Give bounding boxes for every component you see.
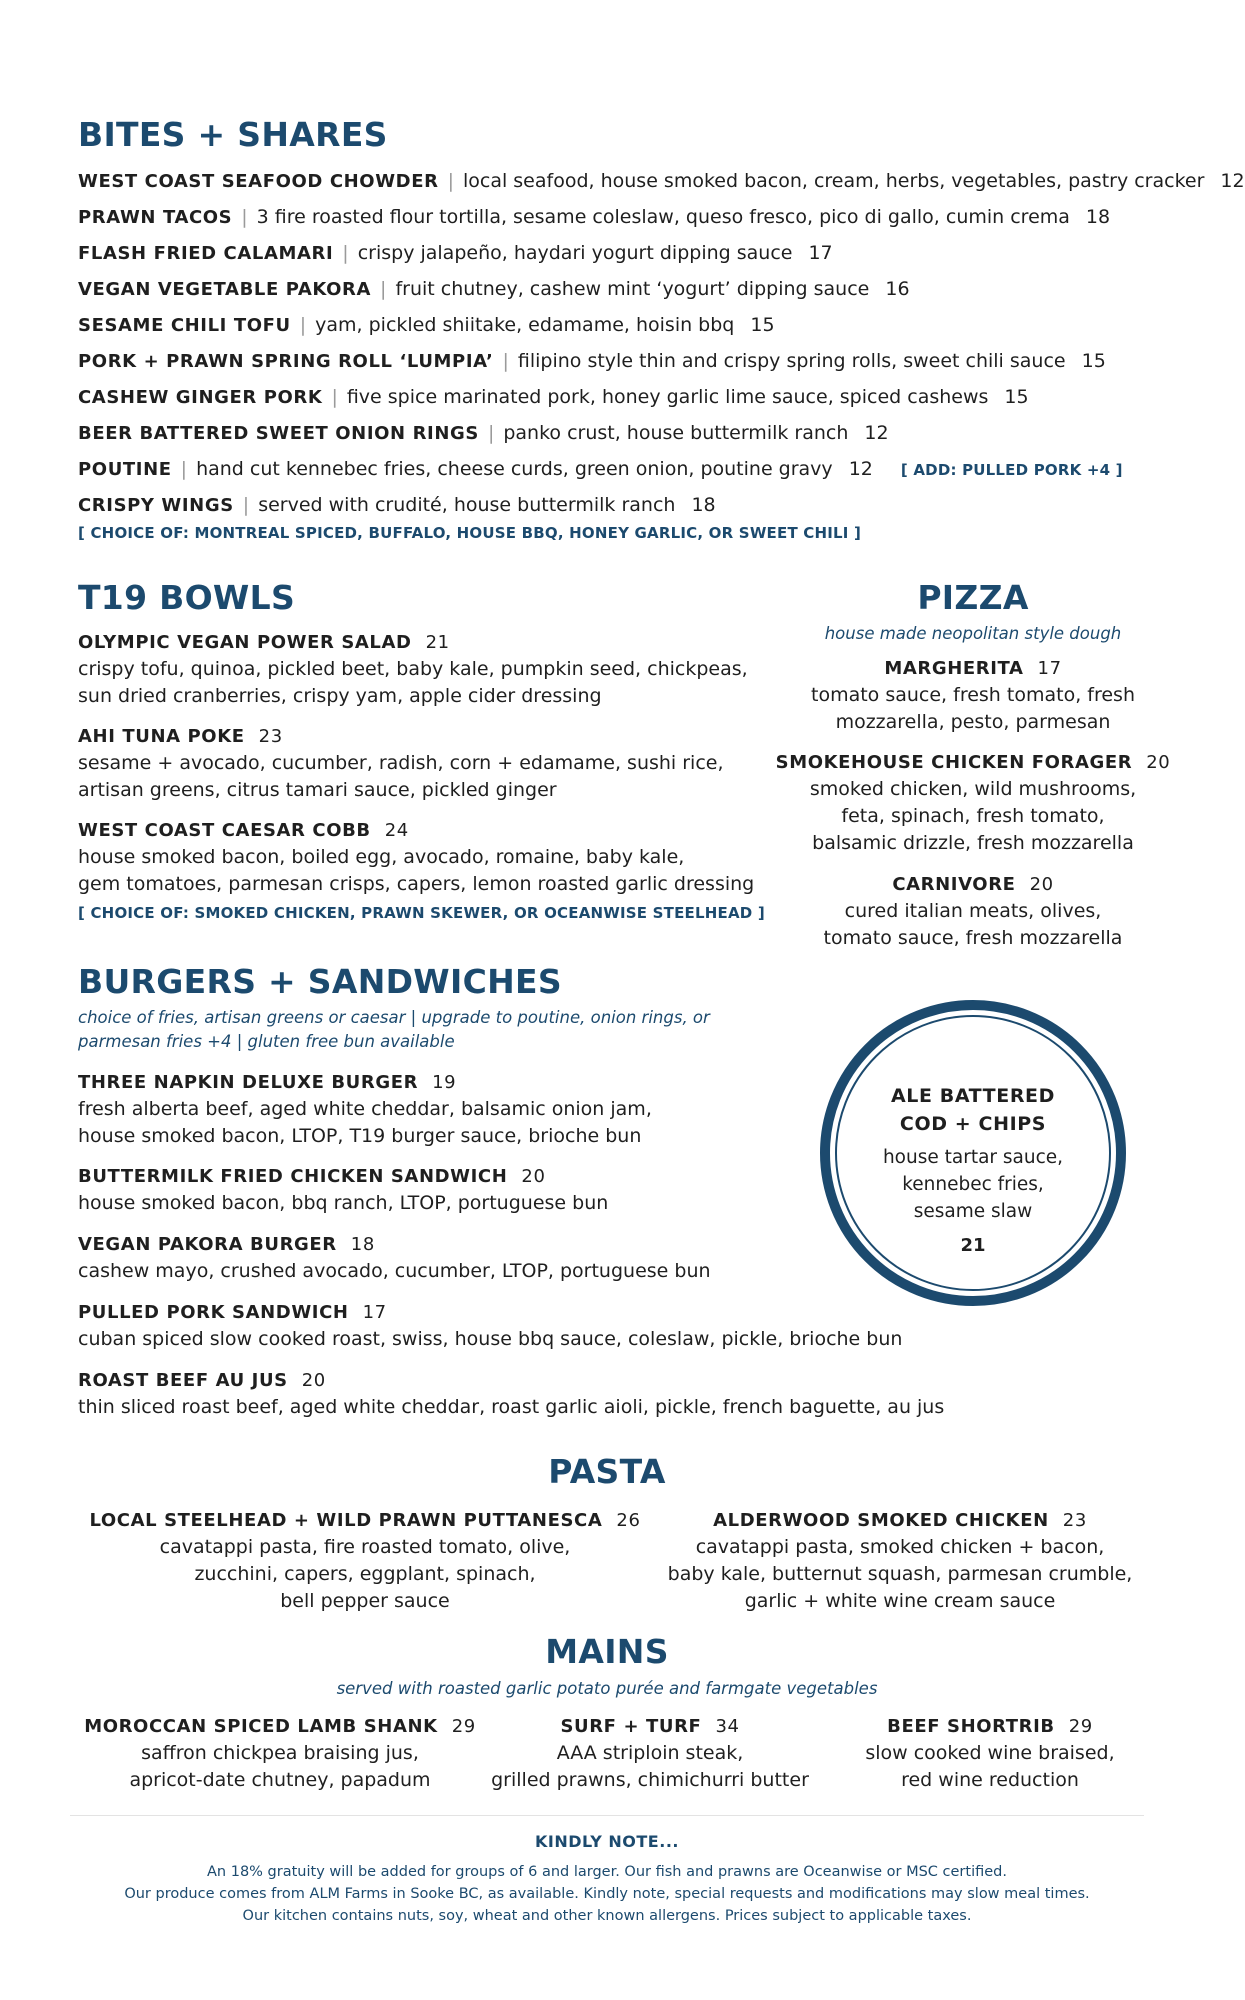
item-price: 20 (1029, 874, 1054, 895)
item-name: OLYMPIC VEGAN POWER SALAD (78, 632, 412, 653)
item-title (78, 1300, 902, 1326)
item-price: 20 (1146, 752, 1171, 773)
item-title (78, 724, 724, 750)
item-title (78, 1232, 711, 1258)
feature-title: COD + CHIPS (899, 1113, 1047, 1135)
item-title (80, 1714, 480, 1740)
pizza-item (770, 750, 1176, 857)
feature-desc: sesame slaw (913, 1201, 1033, 1222)
mains-heading: MAINS (545, 1632, 669, 1671)
item-name: AHI TUNA POKE (78, 726, 245, 747)
menu-item (78, 313, 775, 338)
item-title (770, 750, 1176, 776)
item-price: 18 (691, 494, 716, 516)
item-price: 12 (848, 458, 873, 480)
item-desc: gem tomatoes, parmesan crisps, capers, lemon roasted garlic dressing (78, 873, 755, 895)
item-desc: filipino style thin and crispy spring rolls, sweet chili sauce (517, 350, 1066, 372)
pizza-heading: PIZZA (917, 578, 1029, 617)
item-desc: local seafood, house smoked bacon, cream, herbs, vegetables, pastry cracker (462, 170, 1205, 192)
item-price: 15 (750, 314, 775, 336)
item-desc: house smoked bacon, LTOP, T19 burger sauce, brioche bun (78, 1125, 642, 1147)
item-desc: yam, pickled shiitake, edamame, hoisin bbq (315, 314, 735, 336)
item-desc: balsamic drizzle, fresh mozzarella (812, 832, 1134, 854)
item-name: WEST COAST SEAFOOD CHOWDER (78, 171, 439, 192)
item-price: 19 (432, 1072, 457, 1093)
bowl-item (78, 630, 748, 710)
item-desc: hand cut kennebec fries, cheese curds, green onion, poutine gravy (196, 458, 833, 480)
item-desc: served with crudité, house buttermilk ranch (258, 494, 676, 516)
burger-item (78, 1164, 608, 1217)
item-desc: fresh alberta beef, aged white cheddar, balsamic onion jam, (78, 1098, 652, 1120)
item-name: CRISPY WINGS (78, 495, 234, 516)
item-price: 12 (1220, 170, 1245, 192)
footer-note: Our produce comes from ALM Farms in Sooke BC, as available. Kindly note, special requests and modifications may slow meal times. (124, 1886, 1090, 1902)
menu-item (78, 277, 910, 302)
item-desc: mozzarella, pesto, parmesan (835, 711, 1111, 733)
item-name: ALDERWOOD SMOKED CHICKEN (713, 1510, 1049, 1531)
item-price: 26 (616, 1510, 641, 1531)
burger-item (78, 1368, 944, 1421)
separator: | (180, 458, 188, 480)
item-price: 12 (864, 422, 889, 444)
item-name: SURF + TURF (560, 1716, 702, 1737)
footer-note: Our kitchen contains nuts, soy, wheat and other known allergens. Prices subject to applicable taxes. (242, 1908, 972, 1924)
item-desc: 3 fire roasted flour tortilla, sesame coleslaw, queso fresco, pico di gallo, cumin crema (256, 206, 1070, 228)
feature-title: ALE BATTERED (890, 1085, 1056, 1107)
item-title (78, 818, 754, 844)
item-desc: smoked chicken, wild mushrooms, (809, 778, 1137, 800)
feature-desc: house tartar sauce, (882, 1147, 1064, 1168)
item-name: SMOKEHOUSE CHICKEN FORAGER (775, 752, 1133, 773)
menu-item (78, 421, 889, 446)
item-name: FLASH FRIED CALAMARI (78, 243, 334, 264)
item-desc: cuban spiced slow cooked roast, swiss, house bbq sauce, coleslaw, pickle, brioche bun (78, 1328, 903, 1350)
separator: | (342, 242, 349, 264)
separator: | (487, 422, 495, 444)
bowl-item (78, 818, 754, 898)
menu-item (78, 349, 1106, 374)
separator: | (331, 386, 338, 408)
menu-item (78, 457, 1123, 482)
pasta-item (640, 1508, 1160, 1615)
item-title (78, 1164, 608, 1190)
separator: | (299, 314, 307, 336)
burger-item (78, 1232, 711, 1285)
item-price: 24 (384, 820, 409, 841)
menu-item (78, 385, 1029, 410)
item-desc: slow cooked wine braised, (865, 1742, 1115, 1764)
item-desc: tomato sauce, fresh mozzarella (823, 927, 1123, 949)
item-name: PRAWN TACOS (78, 207, 233, 228)
footer-divider (70, 1815, 1144, 1816)
item-price: 29 (1068, 1716, 1093, 1737)
item-title (78, 1070, 652, 1096)
item-name: POUTINE (78, 459, 172, 480)
menu-item (78, 205, 1110, 230)
separator: | (242, 494, 250, 516)
item-desc: garlic + white wine cream sauce (744, 1590, 1056, 1612)
item-price: 16 (885, 278, 910, 300)
bowls-choice-note: [ CHOICE OF: SMOKED CHICKEN, PRAWN SKEWER, OR OCEANWISE STEELHEAD ] (78, 904, 765, 922)
bites-heading: BITES + SHARES (78, 115, 388, 154)
pizza-item (770, 872, 1176, 952)
pasta-item (60, 1508, 670, 1615)
item-desc: zucchini, capers, eggplant, spinach, (194, 1563, 536, 1585)
item-desc: house smoked bacon, bbq ranch, LTOP, portuguese bun (78, 1192, 609, 1214)
separator: | (447, 170, 454, 192)
feature-item (850, 1082, 1096, 1256)
item-name: BEEF SHORTRIB (887, 1716, 1055, 1737)
item-desc: panko crust, house buttermilk ranch (503, 422, 849, 444)
item-price: 15 (1081, 350, 1106, 372)
item-price: 18 (350, 1234, 375, 1255)
addon-note: [ ADD: PULLED PORK +4 ] (900, 461, 1123, 479)
pasta-heading: PASTA (548, 1452, 666, 1491)
item-desc: apricot-date chutney, papadum (129, 1769, 431, 1791)
item-title (840, 1714, 1140, 1740)
item-name: SESAME CHILI TOFU (78, 315, 291, 336)
item-desc: feta, spinach, fresh tomato, (841, 805, 1105, 827)
item-price: 29 (451, 1716, 476, 1737)
item-name: MARGHERITA (884, 658, 1024, 679)
item-price: 17 (808, 242, 833, 264)
item-desc: artisan greens, citrus tamari sauce, pickled ginger (78, 779, 557, 801)
main-item (840, 1714, 1140, 1794)
feature-desc: kennebec fries, (902, 1174, 1044, 1195)
pizza-item (770, 656, 1176, 736)
item-desc: grilled prawns, chimichurri butter (491, 1769, 809, 1791)
item-name: PULLED PORK SANDWICH (78, 1302, 349, 1323)
item-name: VEGAN PAKORA BURGER (78, 1234, 337, 1255)
menu-item (78, 169, 1245, 194)
item-desc: fruit chutney, cashew mint ‘yogurt’ dipping sauce (395, 278, 870, 300)
item-name: MOROCCAN SPICED LAMB SHANK (84, 1716, 438, 1737)
item-price: 34 (715, 1716, 740, 1737)
item-desc: thin sliced roast beef, aged white cheddar, roast garlic aioli, pickle, french baguette, au jus (78, 1396, 945, 1418)
item-desc: house smoked bacon, boiled egg, avocado, romaine, baby kale, (78, 846, 685, 868)
bowls-heading: T19 BOWLS (78, 578, 296, 617)
menu-item (78, 241, 833, 266)
item-price: 17 (362, 1302, 387, 1323)
item-price: 17 (1037, 658, 1062, 679)
item-title (640, 1508, 1160, 1534)
item-price: 23 (1062, 1510, 1087, 1531)
main-item (80, 1714, 480, 1794)
item-price: 15 (1004, 386, 1029, 408)
footer-note: An 18% gratuity will be added for groups of 6 and larger. Our fish and prawns are Oceanwise or MSC certified. (207, 1864, 1007, 1880)
item-desc: saffron chickpea braising jus, (141, 1742, 419, 1764)
pizza-subtitle: house made neopolitan style dough (824, 624, 1122, 643)
main-item (490, 1714, 810, 1794)
item-name: THREE NAPKIN DELUXE BURGER (78, 1072, 419, 1093)
item-desc: red wine reduction (901, 1769, 1079, 1791)
menu-item (78, 493, 716, 518)
item-desc: sun dried cranberries, crispy yam, apple cider dressing (78, 685, 602, 707)
item-title (60, 1508, 670, 1534)
footer-title: KINDLY NOTE... (535, 1832, 679, 1851)
item-desc: bell pepper sauce (280, 1590, 450, 1612)
item-title (490, 1714, 810, 1740)
item-desc: cashew mayo, crushed avocado, cucumber, LTOP, portuguese bun (78, 1260, 711, 1282)
feature-price: 21 (960, 1235, 986, 1256)
bowl-item (78, 724, 724, 804)
item-desc: cavatappi pasta, smoked chicken + bacon, (695, 1536, 1105, 1558)
item-desc: sesame + avocado, cucumber, radish, corn + edamame, sushi rice, (78, 752, 724, 774)
burgers-subtitle: parmesan fries +4 | gluten free bun available (78, 1032, 455, 1051)
item-desc: crispy tofu, quinoa, pickled beet, baby kale, pumpkin seed, chickpeas, (78, 658, 748, 680)
separator: | (380, 278, 387, 300)
mains-subtitle: served with roasted garlic potato purée and farmgate vegetables (336, 1679, 878, 1698)
burger-item (78, 1300, 902, 1353)
burgers-subtitle: choice of fries, artisan greens or caesar | upgrade to poutine, onion rings, or (78, 1008, 710, 1027)
item-name: WEST COAST CAESAR COBB (78, 820, 371, 841)
item-name: LOCAL STEELHEAD + WILD PRAWN PUTTANESCA (89, 1510, 603, 1531)
item-price: 20 (521, 1166, 546, 1187)
item-title (78, 630, 748, 656)
wings-choice-note: [ CHOICE OF: MONTREAL SPICED, BUFFALO, HOUSE BBQ, HONEY GARLIC, OR SWEET CHILI ] (78, 524, 862, 542)
item-desc: baby kale, butternut squash, parmesan crumble, (667, 1563, 1133, 1585)
item-desc: AAA striploin steak, (556, 1742, 744, 1764)
item-desc: cavatappi pasta, fire roasted tomato, olive, (159, 1536, 571, 1558)
item-name: VEGAN VEGETABLE PAKORA (78, 279, 372, 300)
item-price: 23 (258, 726, 283, 747)
item-title (770, 872, 1176, 898)
item-name: PORK + PRAWN SPRING ROLL ‘LUMPIA’ (78, 351, 494, 372)
separator: | (241, 206, 248, 228)
item-desc: five spice marinated pork, honey garlic lime sauce, spiced cashews (346, 386, 989, 408)
item-name: BEER BATTERED SWEET ONION RINGS (78, 423, 479, 444)
item-name: BUTTERMILK FRIED CHICKEN SANDWICH (78, 1166, 508, 1187)
item-name: CARNIVORE (892, 874, 1016, 895)
item-desc: cured italian meats, olives, (844, 900, 1102, 922)
item-title (770, 656, 1176, 682)
burgers-heading: BURGERS + SANDWICHES (78, 962, 562, 1001)
item-desc: crispy jalapeño, haydari yogurt dipping sauce (357, 242, 793, 264)
item-desc: tomato sauce, fresh tomato, fresh (811, 684, 1135, 706)
item-price: 20 (301, 1370, 326, 1391)
separator: | (502, 350, 509, 372)
item-name: ROAST BEEF AU JUS (78, 1370, 288, 1391)
item-price: 21 (425, 632, 450, 653)
item-title (78, 1368, 944, 1394)
item-price: 18 (1085, 206, 1111, 228)
burger-item (78, 1070, 652, 1150)
item-name: CASHEW GINGER PORK (78, 387, 323, 408)
